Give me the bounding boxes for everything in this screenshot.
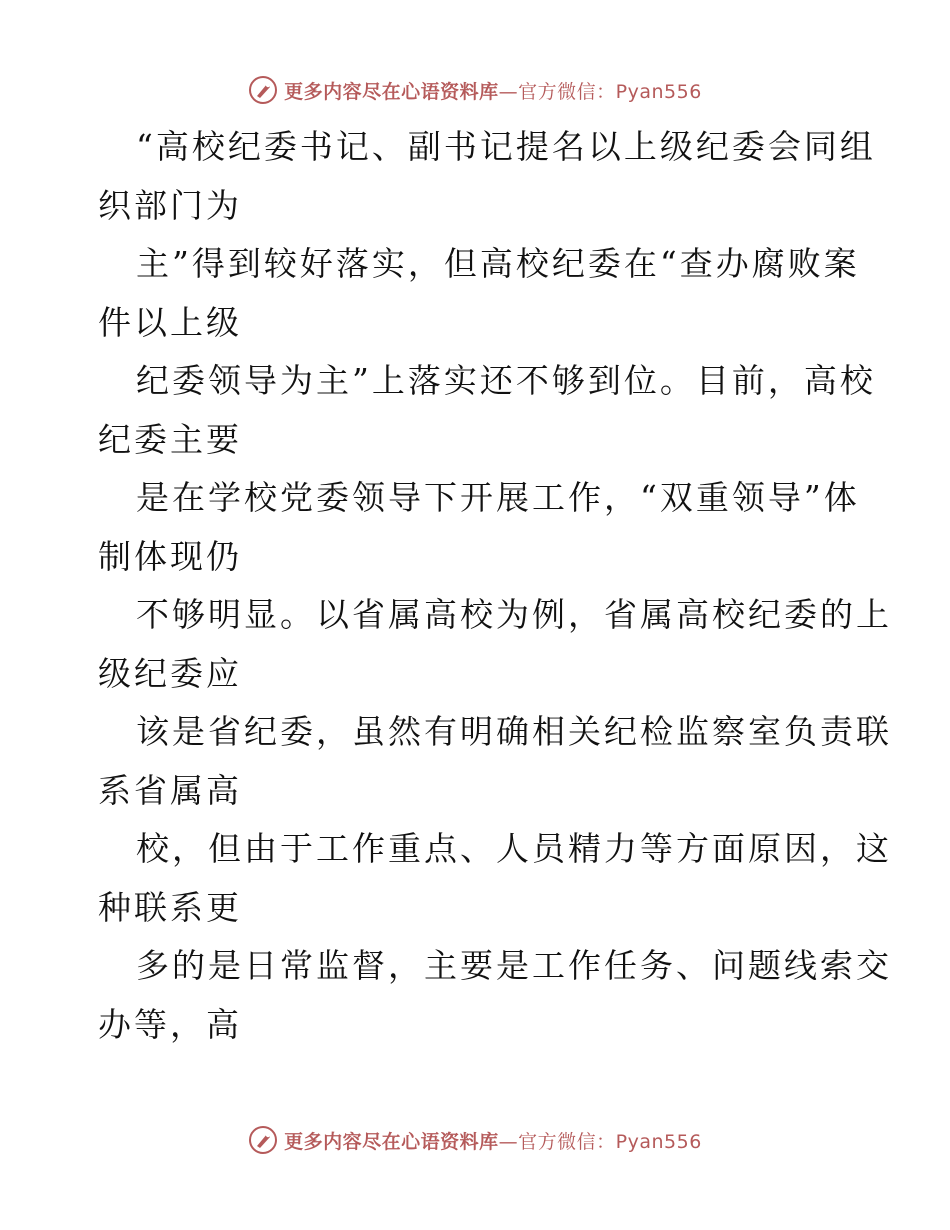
text-line: 多的是日常监督，主要是工作任务、问题线索交 (136, 946, 892, 985)
text-line: 校，但由于工作重点、人员精力等方面原因，这 (136, 829, 892, 868)
pen-nib-icon (248, 1125, 278, 1155)
text-line: 级纪委应 (98, 653, 242, 693)
text-line: 不够明显。以省属高校为例，省属高校纪委的上 (136, 595, 892, 634)
text-line: 该是省纪委，虽然有明确相关纪检监察室负责联 (136, 712, 892, 751)
text-line: 种联系更 (98, 887, 242, 927)
text-line: 办等，高 (98, 1004, 242, 1044)
document-body (98, 118, 892, 1054)
text-line: 系省属高 (98, 770, 242, 810)
text-line: 是在学校党委领导下开展工作，“双重领导”体 (136, 478, 860, 517)
text-line: 纪委主要 (98, 419, 242, 459)
text-line: 纪委领导为主”上落实还不够到位。目前，高校 (136, 361, 876, 400)
text-line: “高校纪委书记、副书记提名以上级纪委会同组 (136, 127, 876, 166)
banner-title: 更多内容尽在心语资料库 (284, 80, 499, 103)
banner-wechat: —官方微信：Pyan556 (498, 1130, 702, 1153)
text-line: 主”得到较好落实，但高校纪委在“查办腐败案 (136, 244, 860, 283)
banner-title: 更多内容尽在心语资料库 (284, 1130, 499, 1153)
header-banner (0, 70, 950, 110)
footer-banner (0, 1120, 950, 1160)
pen-nib-icon (248, 75, 278, 105)
text-line: 件以上级 (98, 302, 242, 342)
text-line: 织部门为 (98, 185, 242, 225)
banner-wechat: —官方微信：Pyan556 (498, 80, 702, 103)
text-line: 制体现仍 (98, 536, 242, 576)
